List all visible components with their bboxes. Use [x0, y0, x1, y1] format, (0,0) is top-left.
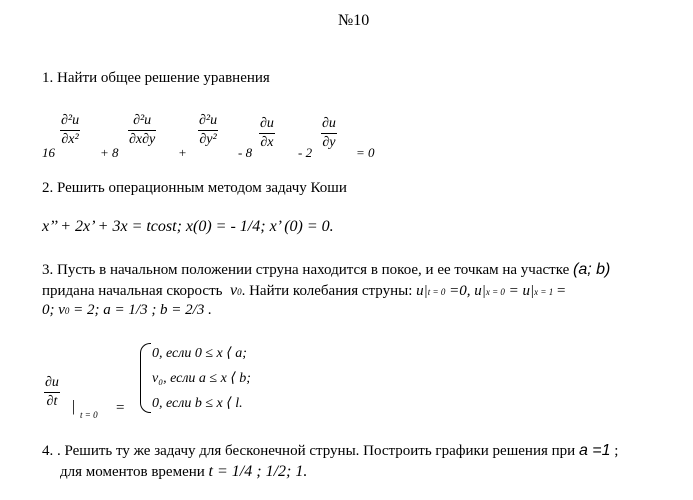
case-2: v₀, если a ≤ x ⟨ b;	[152, 371, 251, 386]
eval-equals: =	[116, 400, 125, 416]
fraction-du-dy: ∂u ∂y	[322, 116, 336, 150]
fraction-d2u-dy2: ∂²u ∂y²	[199, 113, 218, 147]
case-1: 0, если 0 ≤ x ⟨ a;	[152, 346, 247, 361]
fraction-d2u-dx2: ∂²u ∂x²	[61, 113, 80, 147]
task1-text: 1. Найти общее решение уравнения	[42, 70, 270, 86]
fraction-du-dt: ∂u ∂t	[45, 375, 59, 409]
task2-text: 2. Решить операционным методом задачу Коши	[42, 180, 347, 196]
fraction-d2u-dxdy: ∂²u ∂x∂y	[129, 113, 156, 147]
task4-line1: 4. . Решить ту же задачу для бесконечной струны. Построить графики решения при a =1 ;	[42, 442, 619, 459]
fraction-du-dx: ∂u ∂x	[260, 116, 274, 150]
case-3: 0, если b ≤ x ⟨ l.	[152, 396, 243, 411]
task4-line2: для моментов времени t = 1/4 ; 1/2; 1.	[60, 463, 308, 480]
cases-brace	[140, 343, 151, 413]
eq-coef-minus-2: - 2	[298, 145, 313, 160]
eq-coef-8: + 8	[100, 145, 119, 160]
task3-line1: 3. Пусть в начальном положении струна находится в покое, и ее точкам на участке (a; b)	[42, 261, 611, 278]
task3-line2: придана начальная скорость v0. Найти колебания струны: u|t = 0 =0, u|x = 0 = u|x = 1 =	[42, 282, 566, 299]
task3-line3: 0; v0 = 2; a = 1/3 ; b = 2/3 .	[42, 302, 212, 318]
eq-rhs: = 0	[356, 145, 375, 160]
eq-coef-16: 16	[42, 145, 55, 160]
page-title: №10	[338, 12, 370, 29]
eval-sub: t = 0	[80, 410, 98, 420]
eval-bar: |	[72, 398, 76, 415]
eq-plus: +	[178, 145, 187, 160]
task2-equation: x’’ + 2x’ + 3x = tcost; x(0) = - 1/4; x’ (0) = 0.	[42, 218, 334, 235]
eq-coef-minus-8: - 8	[238, 145, 253, 160]
